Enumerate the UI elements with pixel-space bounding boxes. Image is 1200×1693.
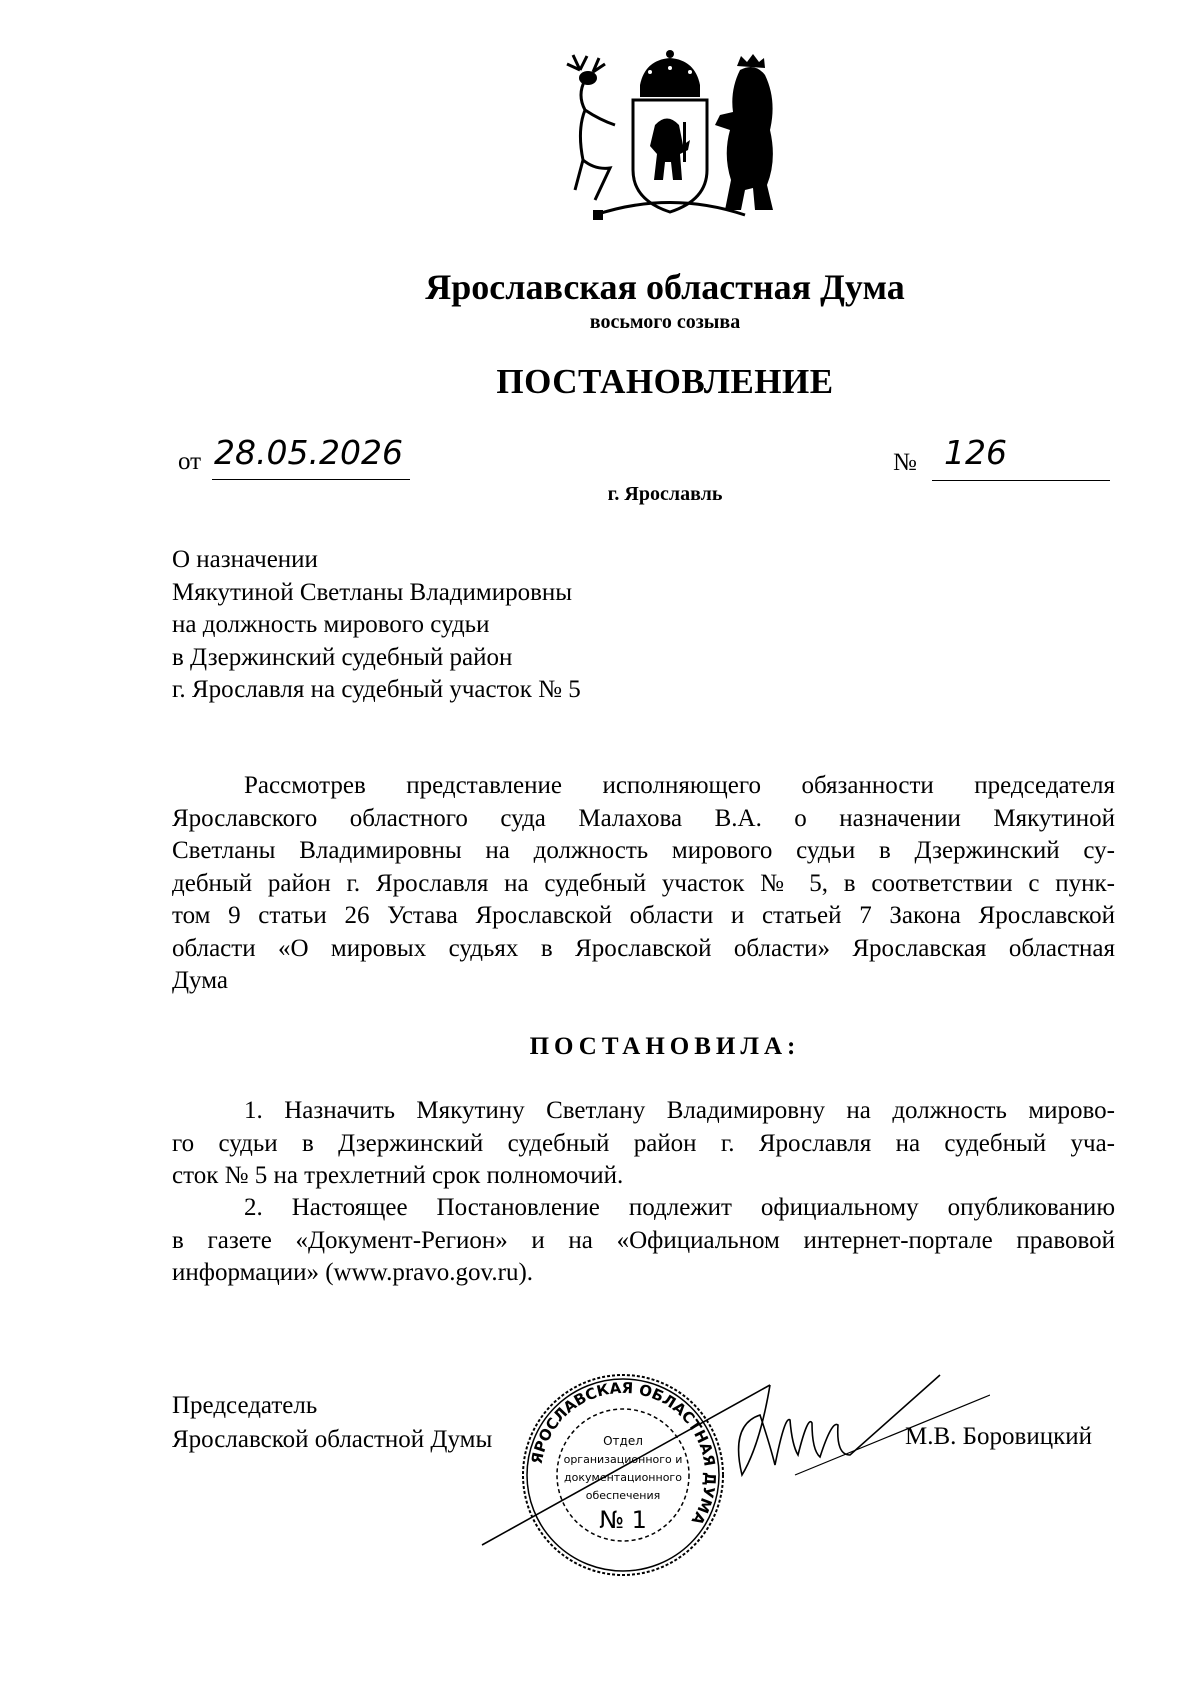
- handwritten-signature: [470, 1355, 990, 1625]
- item-line: 2. Настоящее Постановление подлежит официальному опубликованию: [244, 1194, 1115, 1221]
- subject-line: О назначении: [172, 546, 318, 573]
- subject-block: [172, 544, 772, 707]
- preamble-line: дебный район г. Ярославля на судебный участок № 5, в соответствии с пунк-: [172, 869, 1115, 897]
- preamble-paragraph: [172, 770, 1115, 998]
- preamble-line: области «О мировых судьях в Ярославской области» Ярославская областная: [172, 934, 1115, 962]
- signer-position: [172, 1389, 492, 1457]
- stamp-number: № 1: [599, 1506, 647, 1534]
- item-line: сток № 5 на трехлетний срок полномочий.: [172, 1162, 624, 1189]
- item-line: информации» (www.pravo.gov.ru).: [172, 1259, 534, 1286]
- item-line: 1. Назначить Мякутину Светлану Владимировну на должность мирово-: [244, 1097, 1115, 1124]
- item-line: в газете «Документ-Регион» и на «Официальном интернет-портале правовой: [172, 1226, 1115, 1254]
- preamble-line: Ярославского областного суда Малахова В.А. о назначении Мякутиной: [172, 804, 1115, 832]
- handwritten-date: 28.05.2026: [214, 433, 403, 472]
- subject-line: в Дзержинский судебный район: [172, 643, 513, 671]
- subject-line: г. Ярославля на судебный участок № 5: [172, 676, 581, 703]
- stamp-inner-line: документационного: [564, 1471, 682, 1484]
- stamp-inner-line: организационного и: [563, 1453, 683, 1466]
- stamp-ring-text: ЯРОСЛАВСКАЯ ОБЛАСТНАЯ ДУМА: [527, 1378, 720, 1528]
- stamp-inner-line: Отдел: [603, 1434, 643, 1448]
- subject-line: на должность мирового судьи: [172, 611, 490, 638]
- document-type: ПОСТАНОВЛЕНИЕ: [496, 362, 834, 401]
- number-prefix: №: [893, 449, 917, 476]
- signer-position-line: Председатель: [172, 1392, 318, 1419]
- preamble-line: Дума: [172, 967, 228, 994]
- organization-title: Ярославская областная Дума: [425, 267, 905, 307]
- date-underline: [212, 479, 410, 480]
- date-prefix: от: [178, 448, 202, 475]
- item-1-paragraph: [172, 1095, 1115, 1193]
- signer-position-line: Ярославской областной Думы: [172, 1426, 493, 1453]
- decided-heading: ПОСТАНОВИЛА:: [529, 1033, 801, 1060]
- item-line: го судьи в Дзержинский судебный район г. Ярославля на судебный уча-: [172, 1129, 1115, 1157]
- number-underline: [932, 480, 1110, 481]
- signer-name: М.В. Боровицкий: [905, 1423, 1092, 1450]
- city-line: г. Ярославль: [607, 483, 723, 505]
- preamble-line: Светланы Владимировны на должность мирового судьи в Дзержинский су-: [172, 837, 1115, 864]
- convocation-subtitle: восьмого созыва: [589, 311, 741, 333]
- subject-line: Мякутиной Светланы Владимировны: [172, 578, 573, 606]
- stamp-inner-line: обеспечения: [585, 1489, 661, 1502]
- preamble-line: Рассмотрев представление исполняющего обязанности председателя: [244, 772, 1115, 799]
- item-2-paragraph: [172, 1192, 1115, 1290]
- yaroslavl-coat-of-arms-icon: [555, 50, 785, 225]
- handwritten-number: 126: [944, 433, 1007, 472]
- preamble-line: том 9 статьи 26 Устава Ярославской области и статьей 7 Закона Ярославской: [172, 902, 1115, 929]
